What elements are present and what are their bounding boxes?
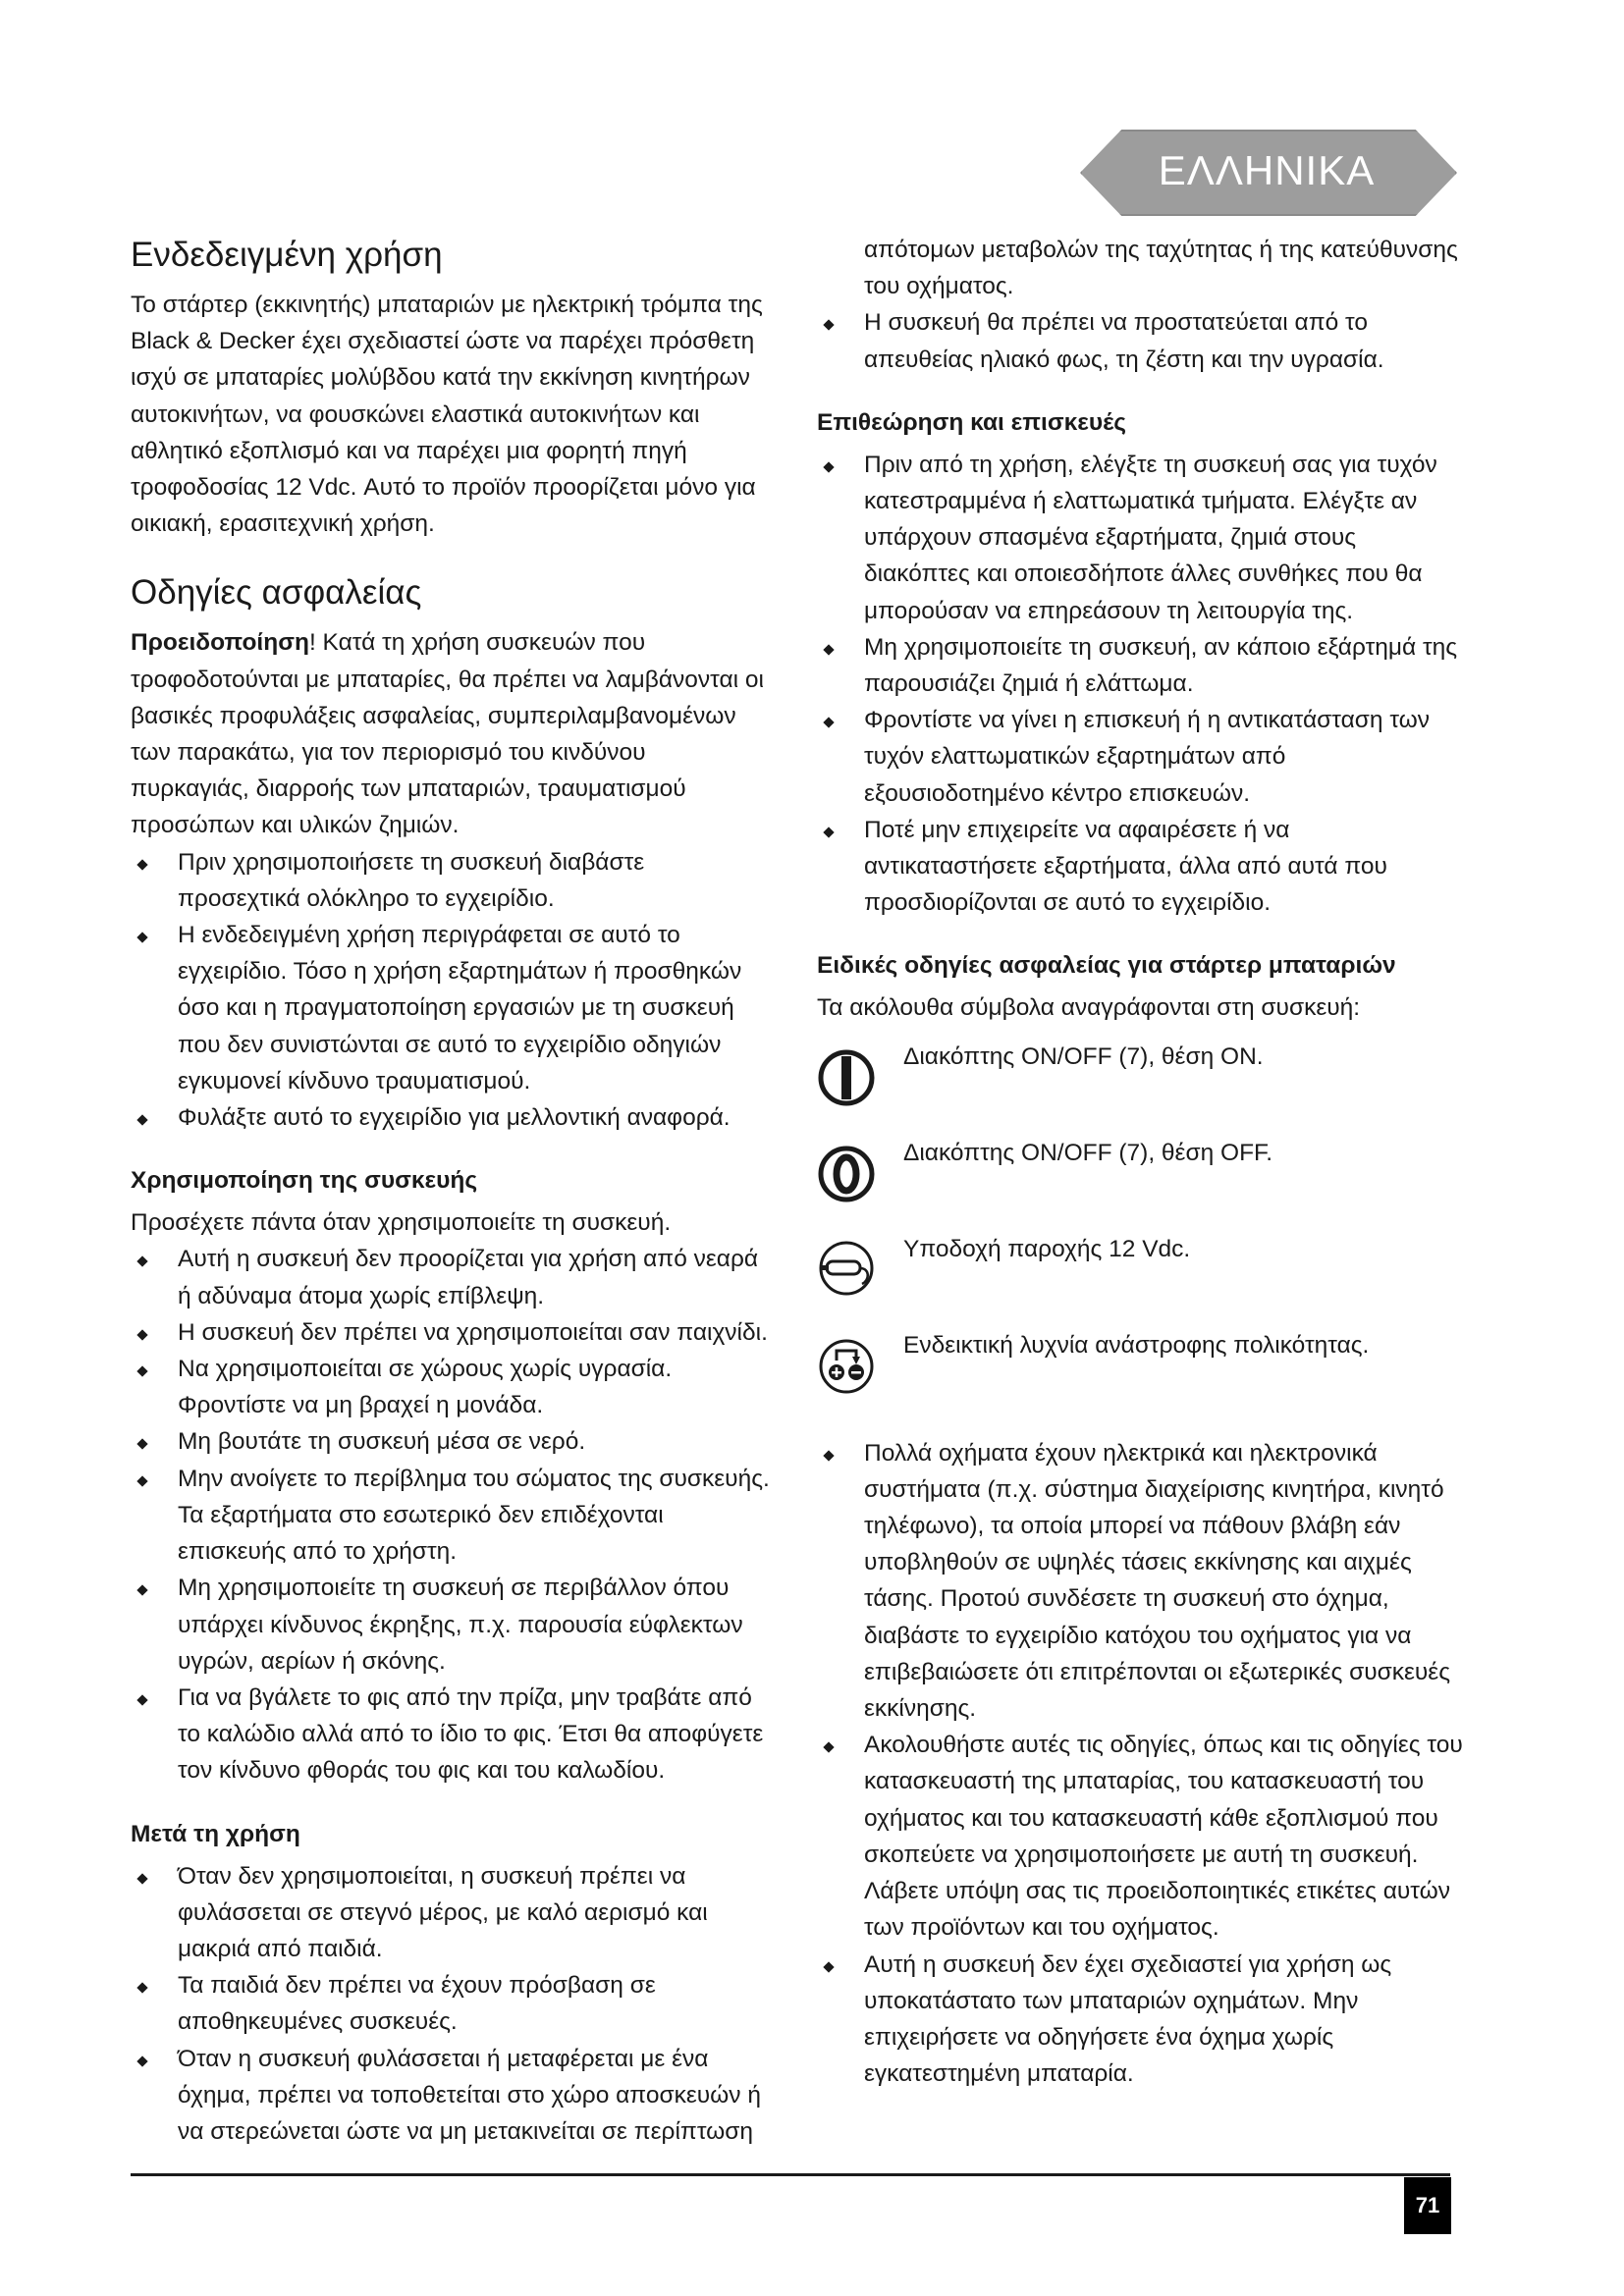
using-list <box>131 1241 771 1789</box>
list-item: Τα παιδιά δεν πρέπει να έχουν πρόσβαση σε αποθηκευμένες συσκευές. <box>131 1967 771 2040</box>
battery-starters-section <box>817 948 1465 2092</box>
safety-title: Οδηγίες ασφαλείας <box>131 573 422 613</box>
continuation-section <box>817 232 1465 378</box>
inspection-title: Επιθεώρηση και επισκευές <box>817 408 1126 436</box>
after-use-section <box>131 1817 771 2151</box>
power-on-icon <box>817 1037 876 1115</box>
after-use-list <box>131 1858 771 2151</box>
warning-label: Προειδοποίηση <box>131 629 309 657</box>
safety-list <box>131 844 771 1137</box>
after-use-title: Μετά τη χρήση <box>131 1820 300 1847</box>
list-item: Πριν χρησιμοποιήσετε τη συσκευή διαβάστε προσεχτικά ολόκληρο το εγχειρίδιο. <box>131 844 771 917</box>
using-intro: Προσέχετε πάντα όταν χρησιμοποιείτε τη συσκευή. <box>131 1209 672 1237</box>
list-item: Φυλάξτε αυτό το εγχειρίδιο για μελλοντική αναφορά. <box>131 1099 771 1136</box>
symbol-row <box>817 1133 1465 1229</box>
list-item: Για να βγάλετε το φις από την πρίζα, μην τραβάτε από το καλώδιο αλλά από το ίδιο το φις. Έτσι θα αποφύγετε τον κίνδυνο φθοράς του φις και του καλωδίου. <box>131 1680 771 1789</box>
right-column <box>817 232 1465 2092</box>
left-column <box>131 232 771 2177</box>
symbol-text: Διακόπτης ON/OFF (7), θέση ON. <box>903 1042 1264 1070</box>
list-item: Η ενδεδειγμένη χρήση περιγράφεται σε αυτό το εγχειρίδιο. Τόσο η χρήση εξαρτημάτων ή προσθηκών όσο και η πραγματοποίηση εργασιών με τη συσκευή που δεν συνιστώνται σε αυτό το εγχειρίδιο οδηγιών εγκυμονεί κίνδυνο τραυματισμού. <box>131 917 771 1099</box>
footer-divider <box>131 2173 1450 2176</box>
dc-socket-icon <box>817 1229 876 1308</box>
power-off-icon <box>817 1133 876 1211</box>
inspection-section <box>817 405 1465 922</box>
page-number: 71 <box>1404 2177 1451 2234</box>
list-item: Μην ανοίγετε το περίβλημα του σώματος της συσκευής. Τα εξαρτήματα στο εσωτερικό δεν επιδέχονται επισκευής από το χρήστη. <box>131 1461 771 1571</box>
using-section <box>131 1163 771 1789</box>
battery-starters-list <box>817 1435 1465 2093</box>
intended-use-section <box>131 232 771 542</box>
symbol-row <box>817 1037 1465 1133</box>
list-item: Η συσκευή δεν πρέπει να χρησιμοποιείται σαν παιχνίδι. <box>131 1314 771 1351</box>
list-item: Να χρησιμοποιείται σε χώρους χωρίς υγρασία. Φροντίστε να μη βραχεί η μονάδα. <box>131 1351 771 1423</box>
symbols-intro: Τα ακόλουθα σύμβολα αναγράφονται στη συσκευή: <box>817 994 1361 1022</box>
list-item: Αυτή η συσκευή δεν προορίζεται για χρήση από νεαρά ή αδύναμα άτομα χωρίς επίβλεψη. <box>131 1241 771 1313</box>
list-item: Ακολουθήστε αυτές τις οδηγίες, όπως και τις οδηγίες του κατασκευαστή της μπαταρίας, του κατασκευαστή του οχήματος και του κατασκευαστή κάθε εξοπλισμού που σκοπεύετε να χρησιμοποιήσετε με αυτή τη συσκευή. Λάβετε υπόψη σας τις προειδοποιητικές ετικέτες αυτών των προϊόντων και του οχήματος. <box>817 1727 1465 1946</box>
symbol-text: Υποδοχή παροχής 12 Vdc. <box>903 1235 1191 1262</box>
reverse-polarity-icon <box>817 1325 876 1404</box>
continuation-list <box>817 304 1465 377</box>
battery-starters-title: Ειδικές οδηγίες ασφαλείας για στάρτερ μπαταριών <box>817 952 1396 980</box>
list-item: Όταν δεν χρησιμοποιείται, η συσκευή πρέπει να φυλάσσεται σε στεγνό μέρος, με καλό αερισμό και μακριά από παιδιά. <box>131 1858 771 1968</box>
list-item: Φροντίστε να γίνει η επισκευή ή η αντικατάσταση των τυχόν ελαττωματικών εξαρτημάτων από εξουσιοδοτημένο κέντρο επισκευών. <box>817 702 1465 812</box>
safety-section <box>131 569 771 1136</box>
list-item: Ποτέ μην επιχειρείτε να αφαιρέσετε ή να αντικαταστήσετε εξαρτήματα, άλλα από αυτά που προσδιορίζονται σε αυτό το εγχειρίδιο. <box>817 812 1465 922</box>
list-item: Η συσκευή θα πρέπει να προστατεύεται από το απευθείας ηλιακό φως, τη ζέστη και την υγρασία. <box>817 304 1465 377</box>
warning-paragraph <box>131 624 771 843</box>
symbol-row <box>817 1325 1465 1421</box>
language-tab-label: ΕΛΛΗΝΙΚΑ <box>1158 147 1376 193</box>
continuation-text: απότομων μεταβολών της ταχύτητας ή της κατεύθυνσης του οχήματος. <box>864 237 1458 300</box>
inspection-list <box>817 447 1465 922</box>
symbol-text: Ενδεικτική λυχνία ανάστροφης πολικότητας. <box>903 1331 1370 1359</box>
warning-text: ! Κατά τη χρήση συσκευών που τροφοδοτούνται με μπαταρίες, θα πρέπει να λαμβάνονται οι βασικές προφυλάξεις ασφαλείας, συμπεριλαμβανομένων των παρακάτω, για τον περιορισμό του κινδύνου πυρκαγιάς, διαρροής των μπαταριών, τραυματισμού προσώπων και υλικών ζημιών. <box>131 629 764 839</box>
list-item: Μη χρησιμοποιείτε τη συσκευή σε περιβάλλον όπου υπάρχει κίνδυνος έκρηξης, π.χ. παρουσία εύφλεκτων υγρών, αερίων ή σκόνης. <box>131 1570 771 1680</box>
list-item: Μη βουτάτε τη συσκευή μέσα σε νερό. <box>131 1423 771 1460</box>
symbol-row <box>817 1229 1465 1325</box>
symbol-text: Διακόπτης ON/OFF (7), θέση OFF. <box>903 1139 1273 1166</box>
list-item: Αυτή η συσκευή δεν έχει σχεδιαστεί για χρήση ως υποκατάστατο των μπαταριών οχημάτων. Μην επιχειρήσετε να οδηγήσετε ένα όχημα χωρίς εγκατεστημένη μπαταρία. <box>817 1947 1465 2093</box>
symbols-table <box>817 1037 1465 1421</box>
list-item: Πριν από τη χρήση, ελέγξτε τη συσκευή σας για τυχόν κατεστραμμένα ή ελαττωματικά τμήματα. Ελέγξτε αν υπάρχουν σπασμένα εξαρτήματα, ζημιά στους διακόπτες και οποιεσδήποτε άλλες συνθήκες που θα μπορούσαν να επηρεάσουν τη λειτουργία της. <box>817 447 1465 629</box>
using-title: Χρησιμοποίηση της συσκευής <box>131 1167 478 1195</box>
intended-use-title: Ενδεδειγμένη χρήση <box>131 236 443 274</box>
list-item: Όταν η συσκευή φυλάσσεται ή μεταφέρεται με ένα όχημα, πρέπει να τοποθετείται στο χώρο αποσκευών ή να στερεώνεται ώστε να μη μετακινείται σε περίπτωση <box>131 2041 771 2151</box>
intended-use-text: Το στάρτερ (εκκινητής) μπαταριών με ηλεκτρική τρόμπα της Black & Decker έχει σχεδιαστεί ώστε να παρέχει πρόσθετη ισχύ σε μπαταρίες μολύβδου κατά την εκκίνηση κινητήρων αυτοκινήτων, να φουσκώνει ελαστικά αυτοκινήτων και αθλητικό εξοπλισμό και να παρέχει μια φορητή πηγή τροφοδοσίας 12 Vdc. Αυτό το προϊόν προορίζεται μόνο για οικιακή, ερασιτεχνική χρήση. <box>131 292 763 538</box>
list-item: Πολλά οχήματα έχουν ηλεκτρικά και ηλεκτρονικά συστήματα (π.χ. σύστημα διαχείρισης κινητήρα, κινητό τηλέφωνο), τα οποία μπορεί να πάθουν βλάβη εάν υποβληθούν σε υψηλές τάσεις εκκίνησης και αιχμές τάσης. Προτού συνδέσετε τη συσκευή στο όχημα, διαβάστε το εγχειρίδιο κατόχου του οχήματος για να επιβεβαιώσετε ότι επιτρέπονται οι εξωτερικές συσκευές εκκίνησης. <box>817 1435 1465 1728</box>
list-item: Μη χρησιμοποιείτε τη συσκευή, αν κάποιο εξάρτημά της παρουσιάζει ζημιά ή ελάττωμα. <box>817 629 1465 702</box>
